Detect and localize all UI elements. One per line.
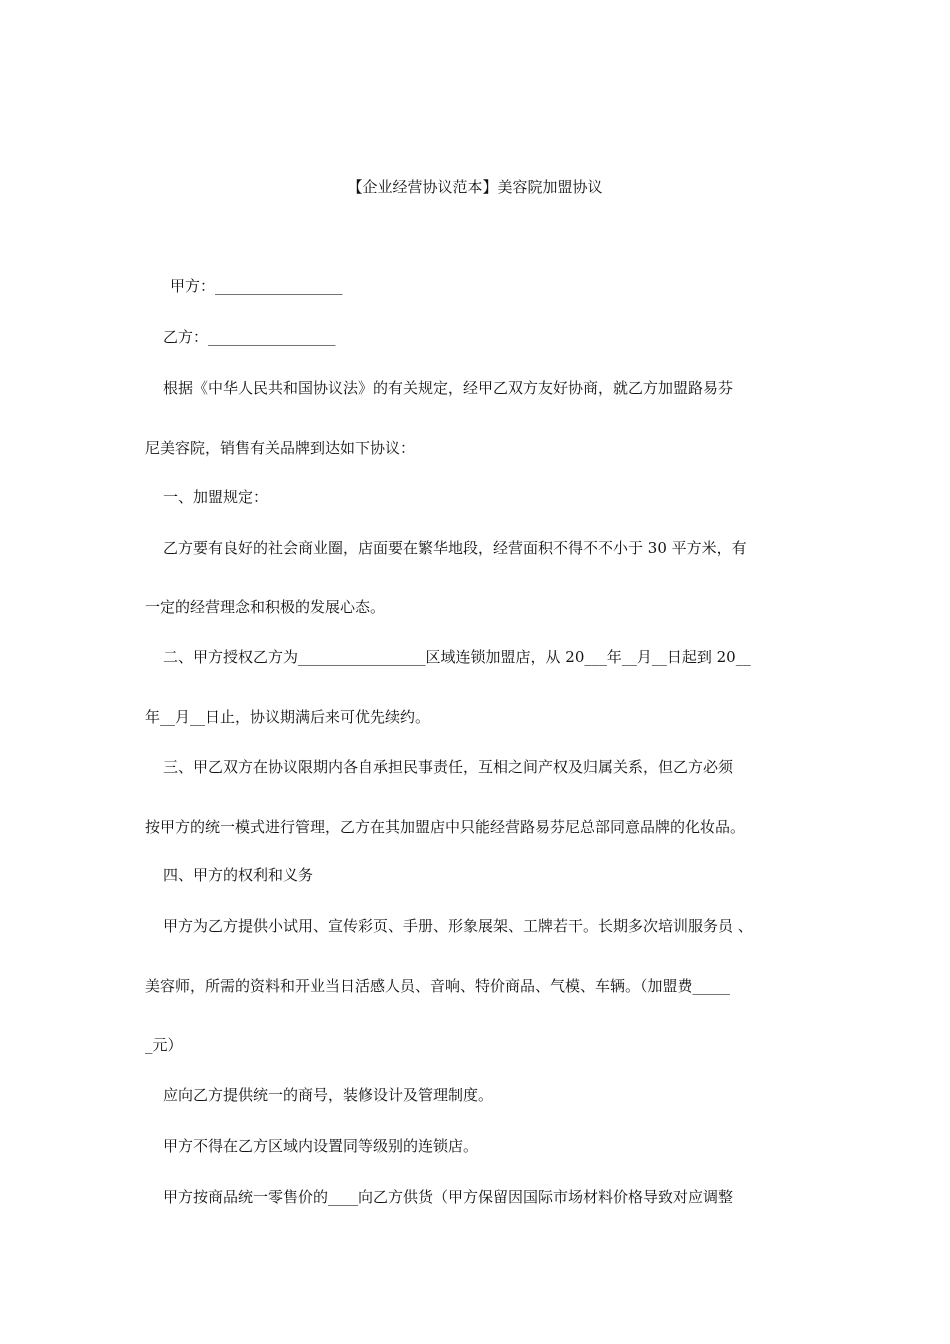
paragraph-line: 甲方按商品统一零售价的____向乙方供货（甲方保留因国际市场材料价格导致对应调整 (163, 1188, 734, 1206)
paragraph-line: 一定的经营理念和积极的发展心态。 (145, 598, 386, 616)
paragraph-line: 甲方不得在乙方区域内设置同等级别的连锁店。 (163, 1137, 479, 1155)
section-heading: 一、加盟规定： (163, 488, 269, 506)
paragraph-line: 三、甲乙双方在协议限期内各自承担民事责任，互相之间产权及归属关系，但乙方必须 (163, 758, 734, 776)
document-title: 【企业经营协议范本】美容院加盟协议 (347, 178, 603, 196)
paragraph-line: 甲方为乙方提供小试用、宣传彩页、手册、形象展架、工牌若干。长期多次培训服务员 、 (163, 917, 753, 935)
paragraph-line: 美容师，所需的资料和开业当日活感人员、音响、特价商品、气模、车辆。（加盟费_____ (145, 977, 731, 995)
party-b-line: 乙方：_________________ (163, 328, 336, 346)
paragraph-line: 尼美容院，销售有关品牌到达如下协议： (145, 439, 416, 457)
section-heading: 四、甲方的权利和义务 (163, 866, 314, 884)
paragraph-line: _元） (145, 1036, 183, 1054)
party-a-line: 甲方：_________________ (170, 277, 343, 295)
paragraph-line: 按甲方的统一模式进行管理，乙方在其加盟店中只能经营路易芬尼总部同意品牌的化妆品。 (145, 818, 746, 836)
paragraph-line: 应向乙方提供统一的商号，装修设计及管理制度。 (163, 1086, 494, 1104)
paragraph-line: 二、甲方授权乙方为_________________区域连锁加盟店，从 20___年__月__日起到 20__ (163, 648, 751, 666)
paragraph-line: 根据《中华人民共和国协议法》的有关规定，经甲乙双方友好协商，就乙方加盟路易芬 (163, 379, 734, 397)
paragraph-line: 乙方要有良好的社会商业圈，店面要在繁华地段，经营面积不得不不小于 30 平方米，有 (163, 539, 747, 557)
paragraph-line: 年__月__日止，协议期满后来可优先续约。 (145, 708, 431, 726)
